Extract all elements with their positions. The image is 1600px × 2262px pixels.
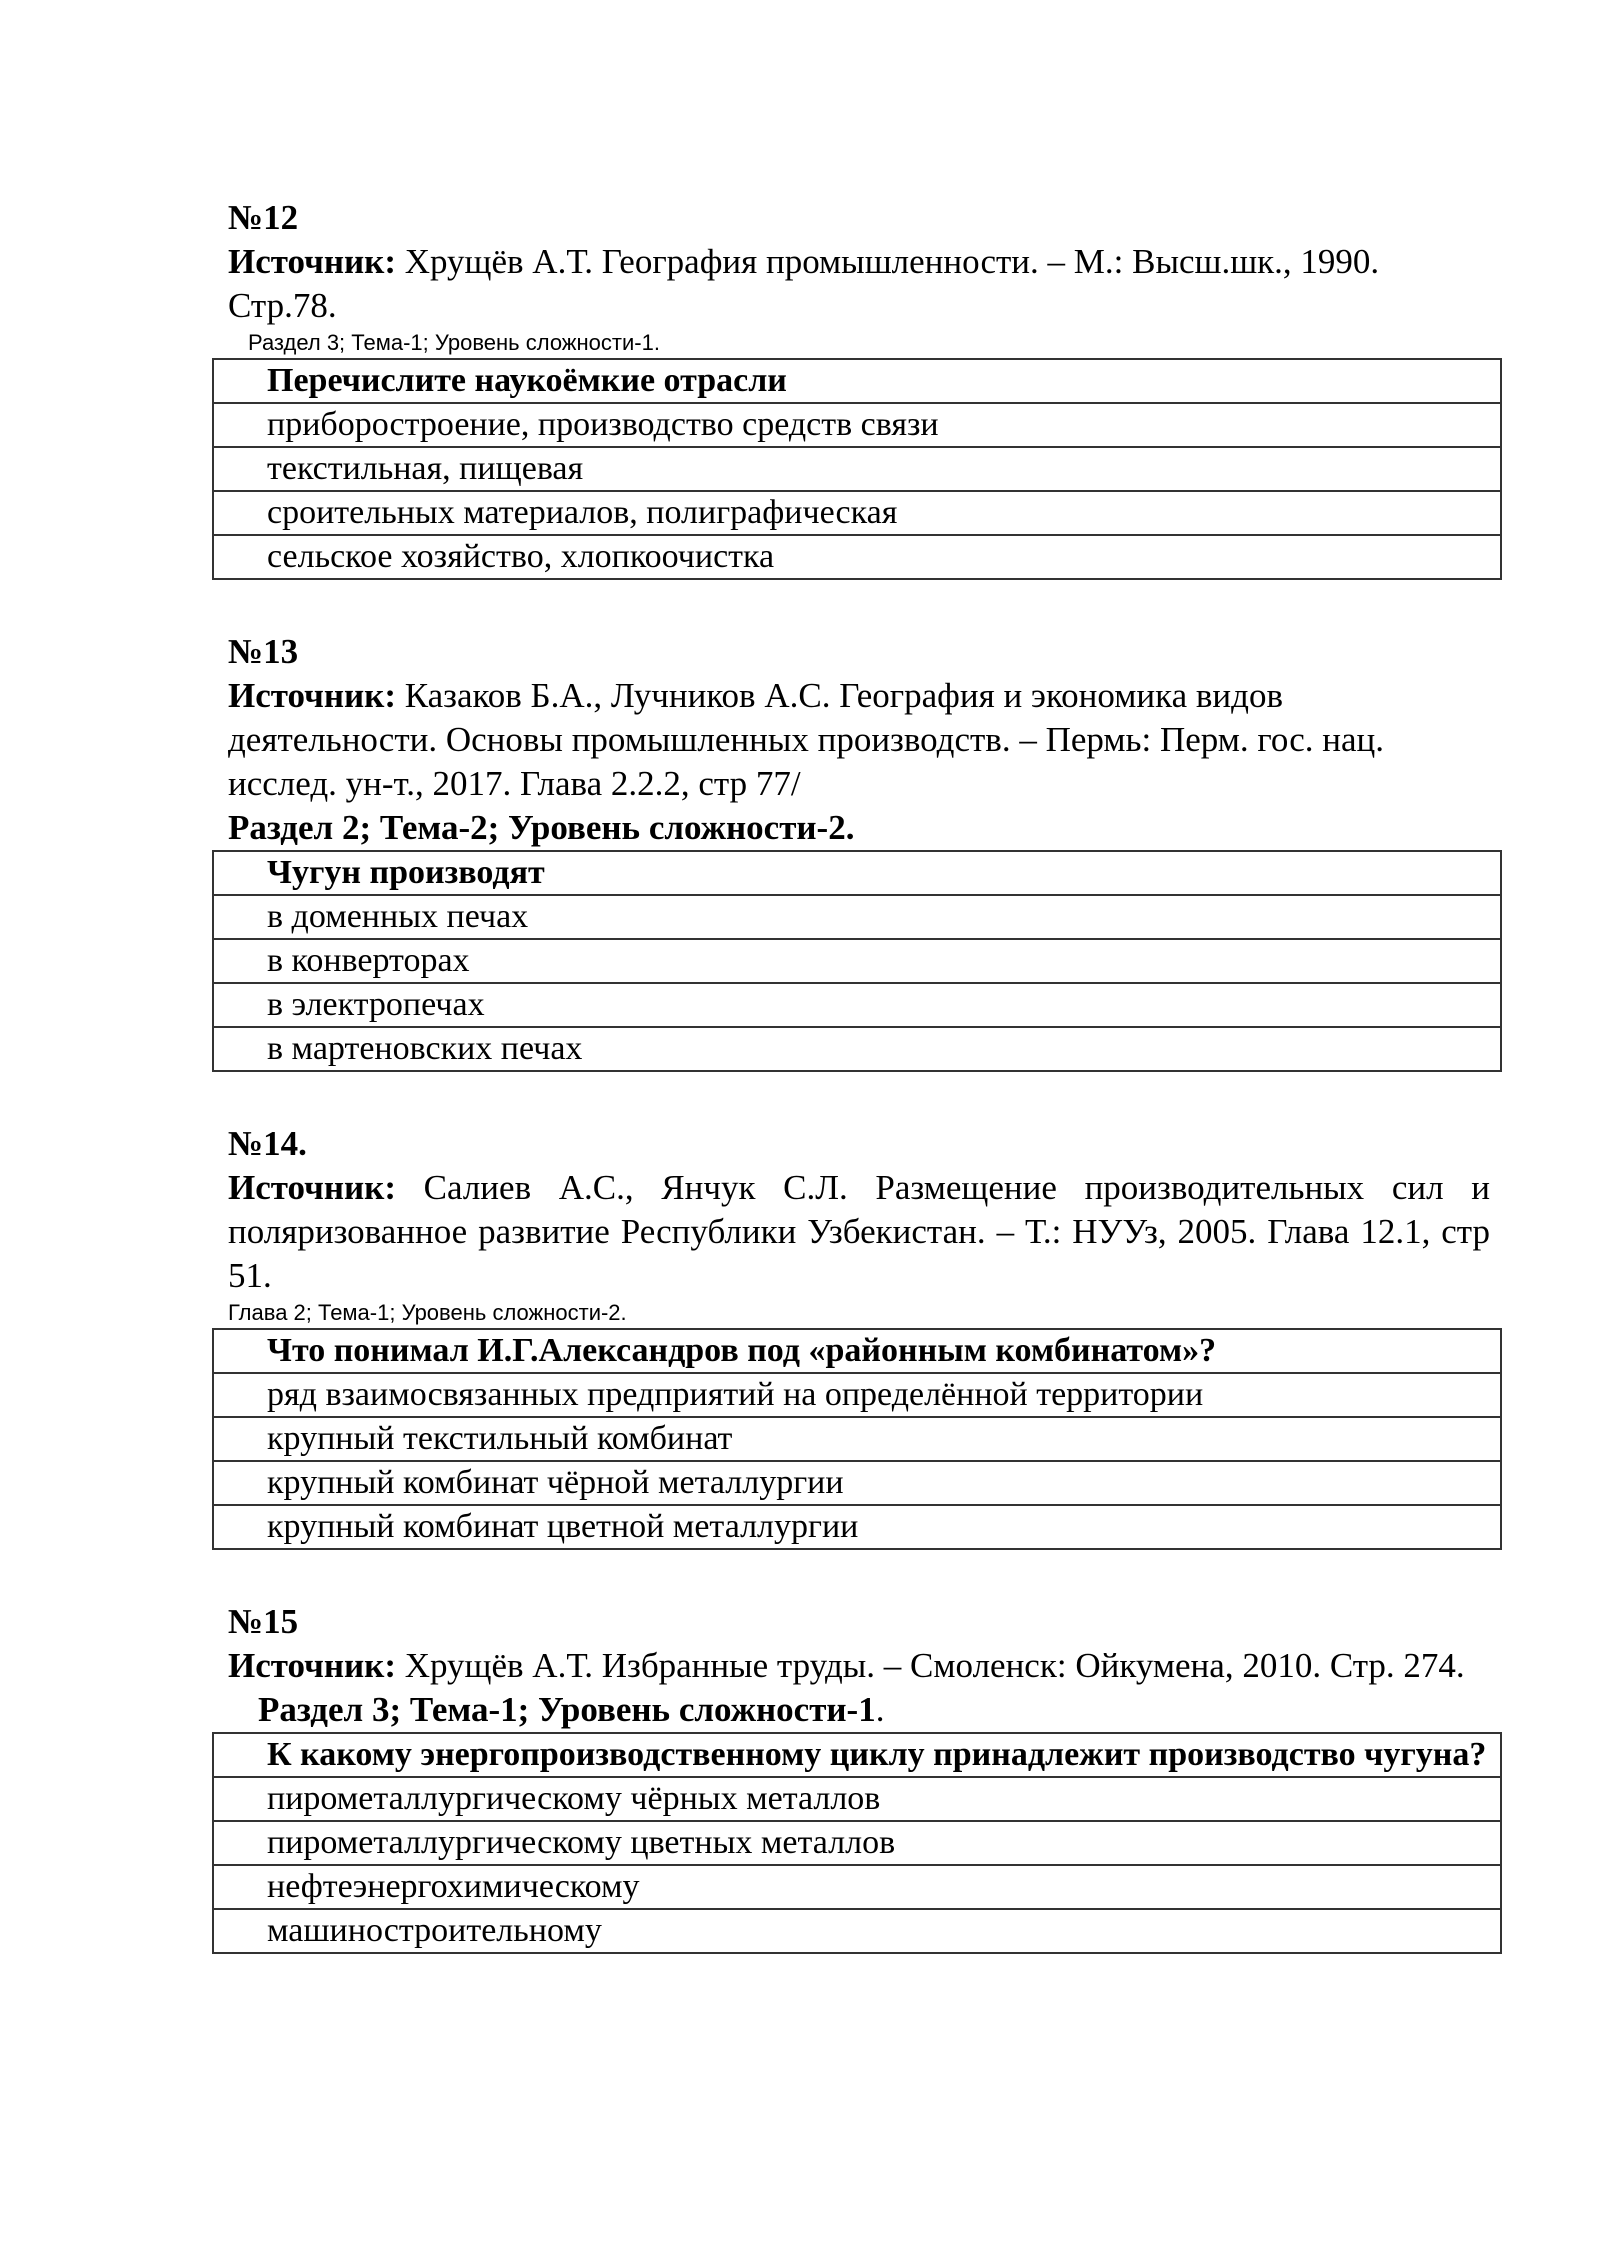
section-meta [228, 1688, 1490, 1732]
section-meta-text: Раздел 3; Тема-1; Уровень сложности-1 [258, 1690, 876, 1729]
document-page [228, 196, 1490, 2004]
answer-option: ряд взаимосвязанных предприятий на определённой территории [213, 1373, 1501, 1417]
source-text: Казаков Б.А., Лучников А.С. География и экономика видов деятельности. Основы промышленных производств. – Пермь: Перм. гос. нац. исслед. ун-т., 2017. Глава 2.2.2, стр 77/ [228, 676, 1385, 803]
answer-option: сроительных материалов, полиграфическая [213, 491, 1501, 535]
answer-option: в доменных печах [213, 895, 1501, 939]
source-label: Источник: [228, 676, 396, 715]
question-text: Чугун производят [213, 851, 1501, 895]
question-table [212, 358, 1502, 580]
question-number: №13 [228, 632, 299, 671]
source-line [228, 1644, 1490, 1688]
source-text: Салиев А.С., Янчук С.Л. Размещение производительных сил и поляризованное развитие Республики Узбекистан. – Т.: НУУз, 2005. Глава 12.1, стр 51. [228, 1168, 1490, 1295]
answer-option: в конверторах [213, 939, 1501, 983]
question-block-14 [228, 1122, 1490, 1550]
source-label: Источник: [228, 1168, 396, 1207]
question-block-15 [228, 1600, 1490, 1954]
answer-option: нефтеэнергохимическому [213, 1865, 1501, 1909]
answer-option: пирометаллургическому чёрных металлов [213, 1777, 1501, 1821]
question-number: №12 [228, 198, 299, 237]
section-meta: Раздел 2; Тема-2; Уровень сложности-2. [228, 808, 855, 847]
answer-option: приборостроение, производство средств связи [213, 403, 1501, 447]
answer-option: сельское хозяйство, хлопкоочистка [213, 535, 1501, 579]
question-table [212, 850, 1502, 1072]
question-table [212, 1328, 1502, 1550]
source-label: Источник: [228, 242, 396, 281]
source-line [228, 674, 1490, 806]
question-text: Перечислите наукоёмкие отрасли [213, 359, 1501, 403]
question-table [212, 1732, 1502, 1954]
section-meta: Раздел 3; Тема-1; Уровень сложности-1. [248, 330, 660, 355]
answer-option: крупный текстильный комбинат [213, 1417, 1501, 1461]
question-text: К какому энергопроизводственному циклу принадлежит производство чугуна? [213, 1733, 1501, 1777]
section-meta-suffix: . [875, 1690, 885, 1729]
source-line [228, 1166, 1490, 1298]
answer-option: крупный комбинат чёрной металлургии [213, 1461, 1501, 1505]
answer-option: в мартеновских печах [213, 1027, 1501, 1071]
answer-option: пирометаллургическому цветных металлов [213, 1821, 1501, 1865]
source-text: Хрущёв А.Т. Избранные труды. – Смоленск: Ойкумена, 2010. Стр. 274. [395, 1646, 1465, 1685]
question-block-12 [228, 196, 1490, 580]
question-number: №14. [228, 1124, 307, 1163]
source-line [228, 240, 1490, 328]
source-text: Хрущёв А.Т. География промышленности. – М.: Высш.шк., 1990. Стр.78. [228, 242, 1380, 325]
section-meta: Глава 2; Тема-1; Уровень сложности-2. [228, 1300, 627, 1325]
source-label: Источник: [228, 1646, 396, 1685]
answer-option: в электропечах [213, 983, 1501, 1027]
answer-option: крупный комбинат цветной металлургии [213, 1505, 1501, 1549]
question-number: №15 [228, 1602, 299, 1641]
question-text: Что понимал И.Г.Александров под «районным комбинатом»? [213, 1329, 1501, 1373]
answer-option: машиностроительному [213, 1909, 1501, 1953]
question-block-13 [228, 630, 1490, 1072]
answer-option: текстильная, пищевая [213, 447, 1501, 491]
